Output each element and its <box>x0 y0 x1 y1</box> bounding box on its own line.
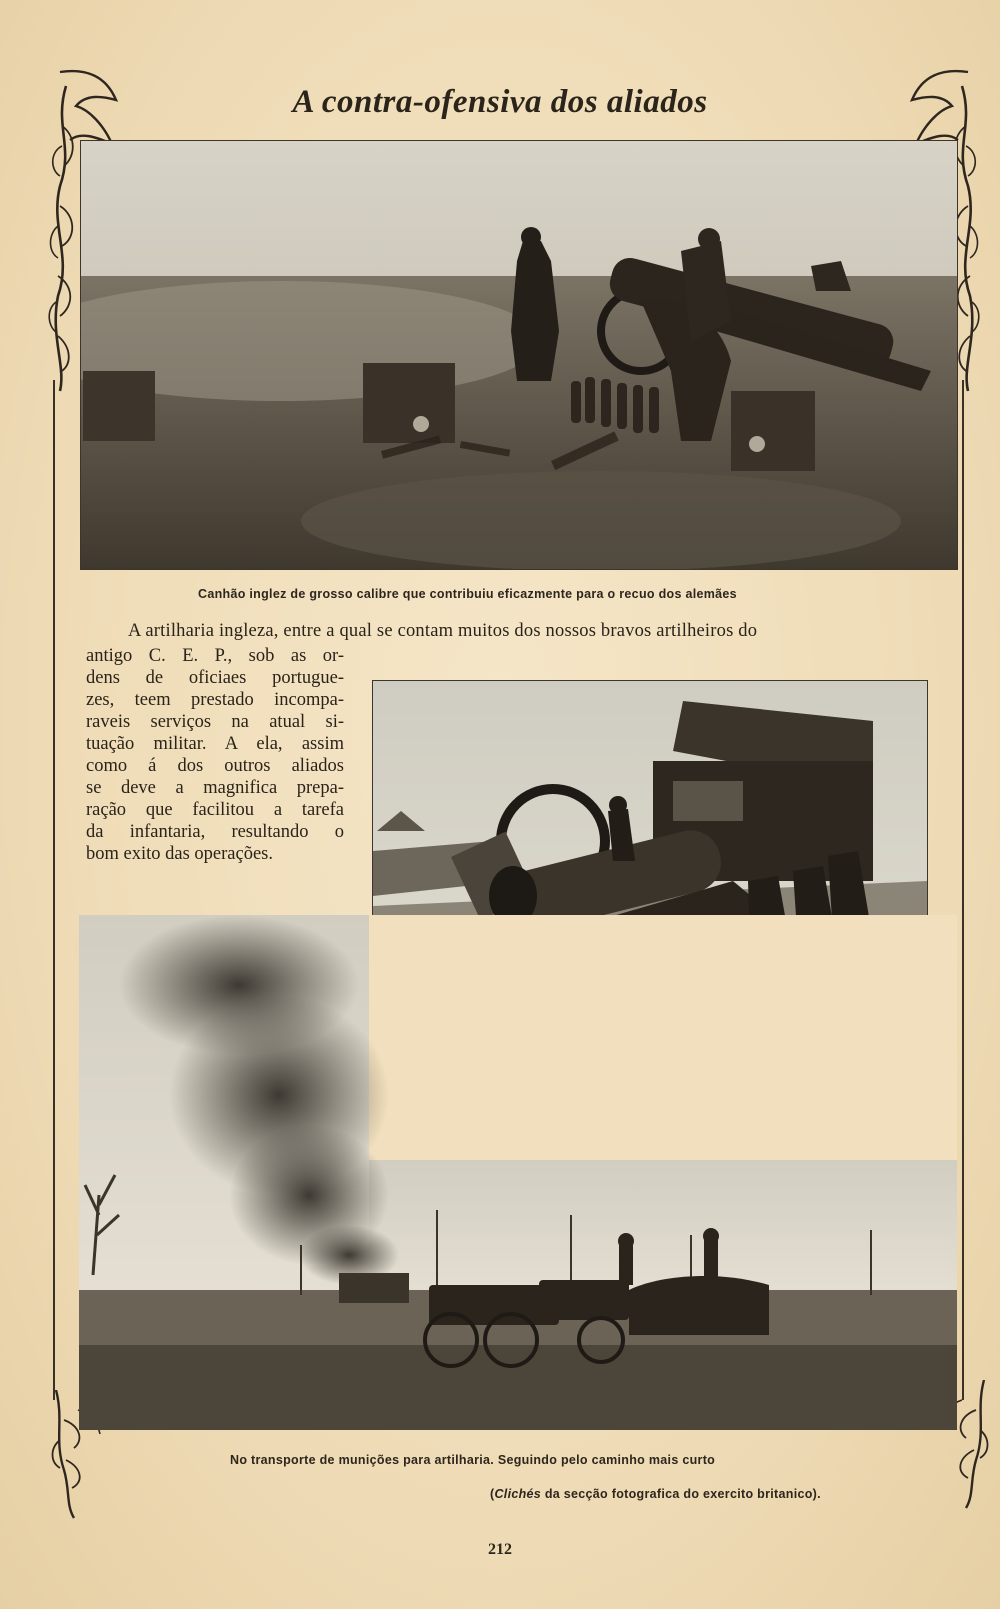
page-number: 212 <box>488 1541 512 1558</box>
article-line: ração que facilitou a tarefa <box>86 800 344 820</box>
article-line: da infantaria, resultando o <box>86 822 344 842</box>
photo-ammunition-transport <box>79 915 957 1430</box>
article-line: como á dos outros aliados <box>86 756 344 776</box>
credit-open: ( <box>490 1487 495 1501</box>
frame-right-line <box>962 380 964 1400</box>
credit-italic: Clichés <box>494 1487 542 1501</box>
photo-credit <box>490 1487 821 1501</box>
article-column <box>86 645 344 865</box>
article-line: bom exito das operações. <box>86 844 273 864</box>
photo-ammunition-transport-caption: No transporte de munições para artilharia. Seguindo pelo caminho mais curto <box>230 1453 716 1467</box>
article-line: se deve a magnifica prepa- <box>86 778 344 798</box>
credit-rest: da secção fotografica do exercito britanico). <box>541 1487 821 1501</box>
page-title: A contra-ofensiva dos aliados <box>292 84 708 121</box>
article-line: raveis serviços na atual si- <box>86 712 344 732</box>
article-line: tuação militar. A ela, assim <box>86 734 344 754</box>
article-first-line: A artilharia ingleza, entre a qual se contam muitos dos nossos bravos artilheiros do <box>128 621 758 641</box>
photo-heavy-gun <box>80 140 958 570</box>
article-line: dens de oficiaes portugue- <box>86 668 344 688</box>
photo-heavy-gun-caption: Canhão inglez de grosso calibre que contribuiu eficazmente para o recuo dos alemães <box>198 587 737 601</box>
frame-left-line <box>53 380 55 1400</box>
article-line: antigo C. E. P., sob as or- <box>86 646 344 666</box>
article-line: zes, teem prestado incompa- <box>86 690 344 710</box>
